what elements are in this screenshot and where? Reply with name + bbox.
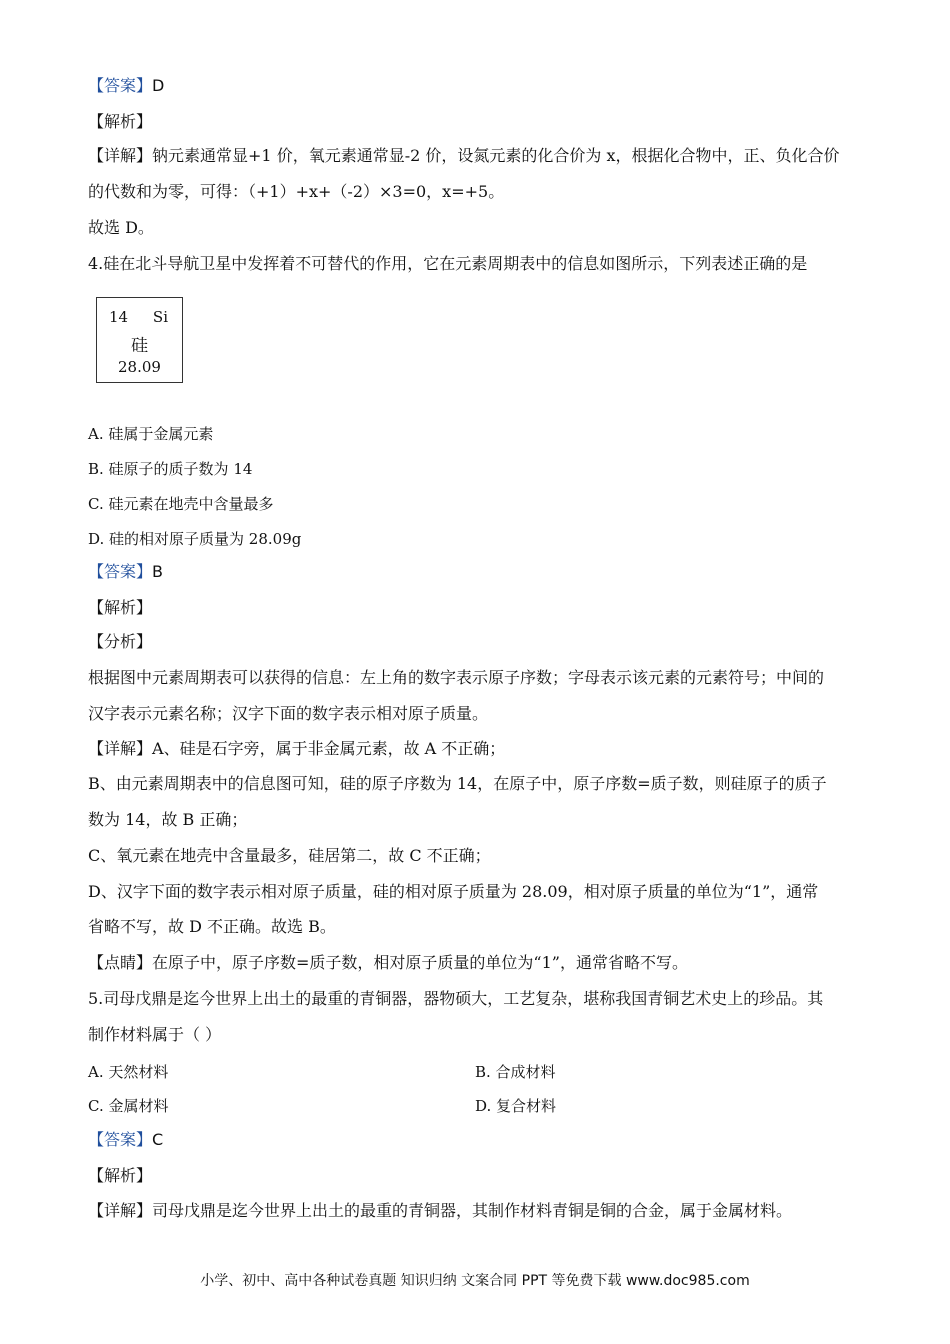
- q4-detail-line-d1: D、汉字下面的数字表示相对原子质量，硅的相对原子质量为 28.09，相对原子质量的单位为“1”，通常: [88, 882, 819, 901]
- q4-stem: 4.硅在北斗导航卫星中发挥着不可替代的作用，它在元素周期表中的信息如图所示，下列表述正确的是: [88, 254, 808, 273]
- q3-analysis-tag: 【解析】: [88, 112, 153, 131]
- detail-tag: 【详解】: [88, 146, 153, 165]
- q4-option-a: A. 硅属于金属元素: [88, 425, 214, 443]
- q5-answer-line: [88, 1130, 163, 1150]
- element-number: 14: [109, 308, 129, 326]
- answer-tag: 【答案】: [88, 76, 153, 95]
- q3-detail-line-2: 的代数和为零，可得：（+1）+x+（-2）×3=0，x=+5。: [88, 182, 505, 201]
- detail-tag: 【详解】: [88, 1201, 153, 1220]
- q5-option-d: D. 复合材料: [475, 1097, 557, 1115]
- q5-option-b: B. 合成材料: [475, 1063, 556, 1081]
- q4-detail-line-d2: 省略不写，故 D 不正确。故选 B。: [88, 917, 336, 936]
- q4-fenxi-tag: 【分析】: [88, 632, 153, 651]
- q4-detail-line-c: C、氧元素在地壳中含量最多，硅居第二，故 C 不正确；: [88, 846, 491, 865]
- answer-tag: 【答案】: [88, 562, 153, 581]
- q4-option-b: B. 硅原子的质子数为 14: [88, 460, 253, 478]
- q3-answer-line: [88, 76, 164, 96]
- q4-detail-line-a: [88, 739, 505, 759]
- comment-tag: 【点睛】: [88, 953, 153, 972]
- q4-answer-line: [88, 562, 163, 582]
- answer-value: C: [152, 1130, 164, 1149]
- q5-stem-line-2: 制作材料属于（ ）: [88, 1025, 222, 1044]
- element-card-silicon: [96, 297, 183, 383]
- answer-tag: 【答案】: [88, 1130, 153, 1149]
- element-name: 硅: [131, 336, 148, 356]
- q4-fenxi-line-2: 汉字表示元素名称；汉字下面的数字表示相对原子质量。: [88, 704, 489, 723]
- page-footer: 小学、初中、高中各种试卷真题 知识归纳 文案合同 PPT 等免费下载 www.doc985.com: [200, 1273, 750, 1289]
- q4-detail-line-b2: 数为 14，故 B 正确；: [88, 810, 248, 829]
- q4-option-c: C. 硅元素在地壳中含量最多: [88, 495, 274, 513]
- detail-tag: 【详解】: [88, 739, 153, 758]
- q3-detail-line-1: [88, 146, 839, 166]
- q4-detail-line-b1: B、由元素周期表中的信息图可知，硅的原子序数为 14，在原子中，原子序数=质子数，则硅原子的质子: [88, 774, 827, 793]
- detail-text: 司母戊鼎是迄今世界上出土的最重的青铜器，其制作材料青铜是铜的合金，属于金属材料。: [152, 1201, 793, 1220]
- q5-stem-line-1: 5.司母戊鼎是迄今世界上出土的最重的青铜器，器物硕大，工艺复杂，堪称我国青铜艺术史上的珍品。其: [88, 989, 824, 1008]
- q4-fenxi-line-1: 根据图中元素周期表可以获得的信息：左上角的数字表示原子序数；字母表示该元素的元素符号；中间的: [88, 668, 825, 687]
- answer-value: B: [152, 562, 163, 581]
- q4-option-d: D. 硅的相对原子质量为 28.09g: [88, 530, 302, 548]
- q5-analysis-tag: 【解析】: [88, 1166, 153, 1185]
- q5-detail-line: [88, 1201, 792, 1221]
- detail-text: 钠元素通常显+1 价，氧元素通常显-2 价，设氮元素的化合价为 x，根据化合物中，正、负化合价: [152, 146, 840, 165]
- element-symbol: Si: [152, 308, 168, 326]
- element-mass: 28.09: [118, 358, 161, 376]
- q5-option-a: A. 天然材料: [88, 1063, 169, 1081]
- answer-value: D: [152, 76, 165, 95]
- q4-comment-line: [88, 953, 688, 973]
- q3-conclusion: 故选 D。: [88, 218, 154, 237]
- detail-text: A、硅是石字旁，属于非金属元素，故 A 不正确；: [152, 739, 506, 758]
- q5-option-c: C. 金属材料: [88, 1097, 169, 1115]
- q4-analysis-tag: 【解析】: [88, 598, 153, 617]
- comment-text: 在原子中，原子序数=质子数，相对原子质量的单位为“1”，通常省略不写。: [152, 953, 688, 972]
